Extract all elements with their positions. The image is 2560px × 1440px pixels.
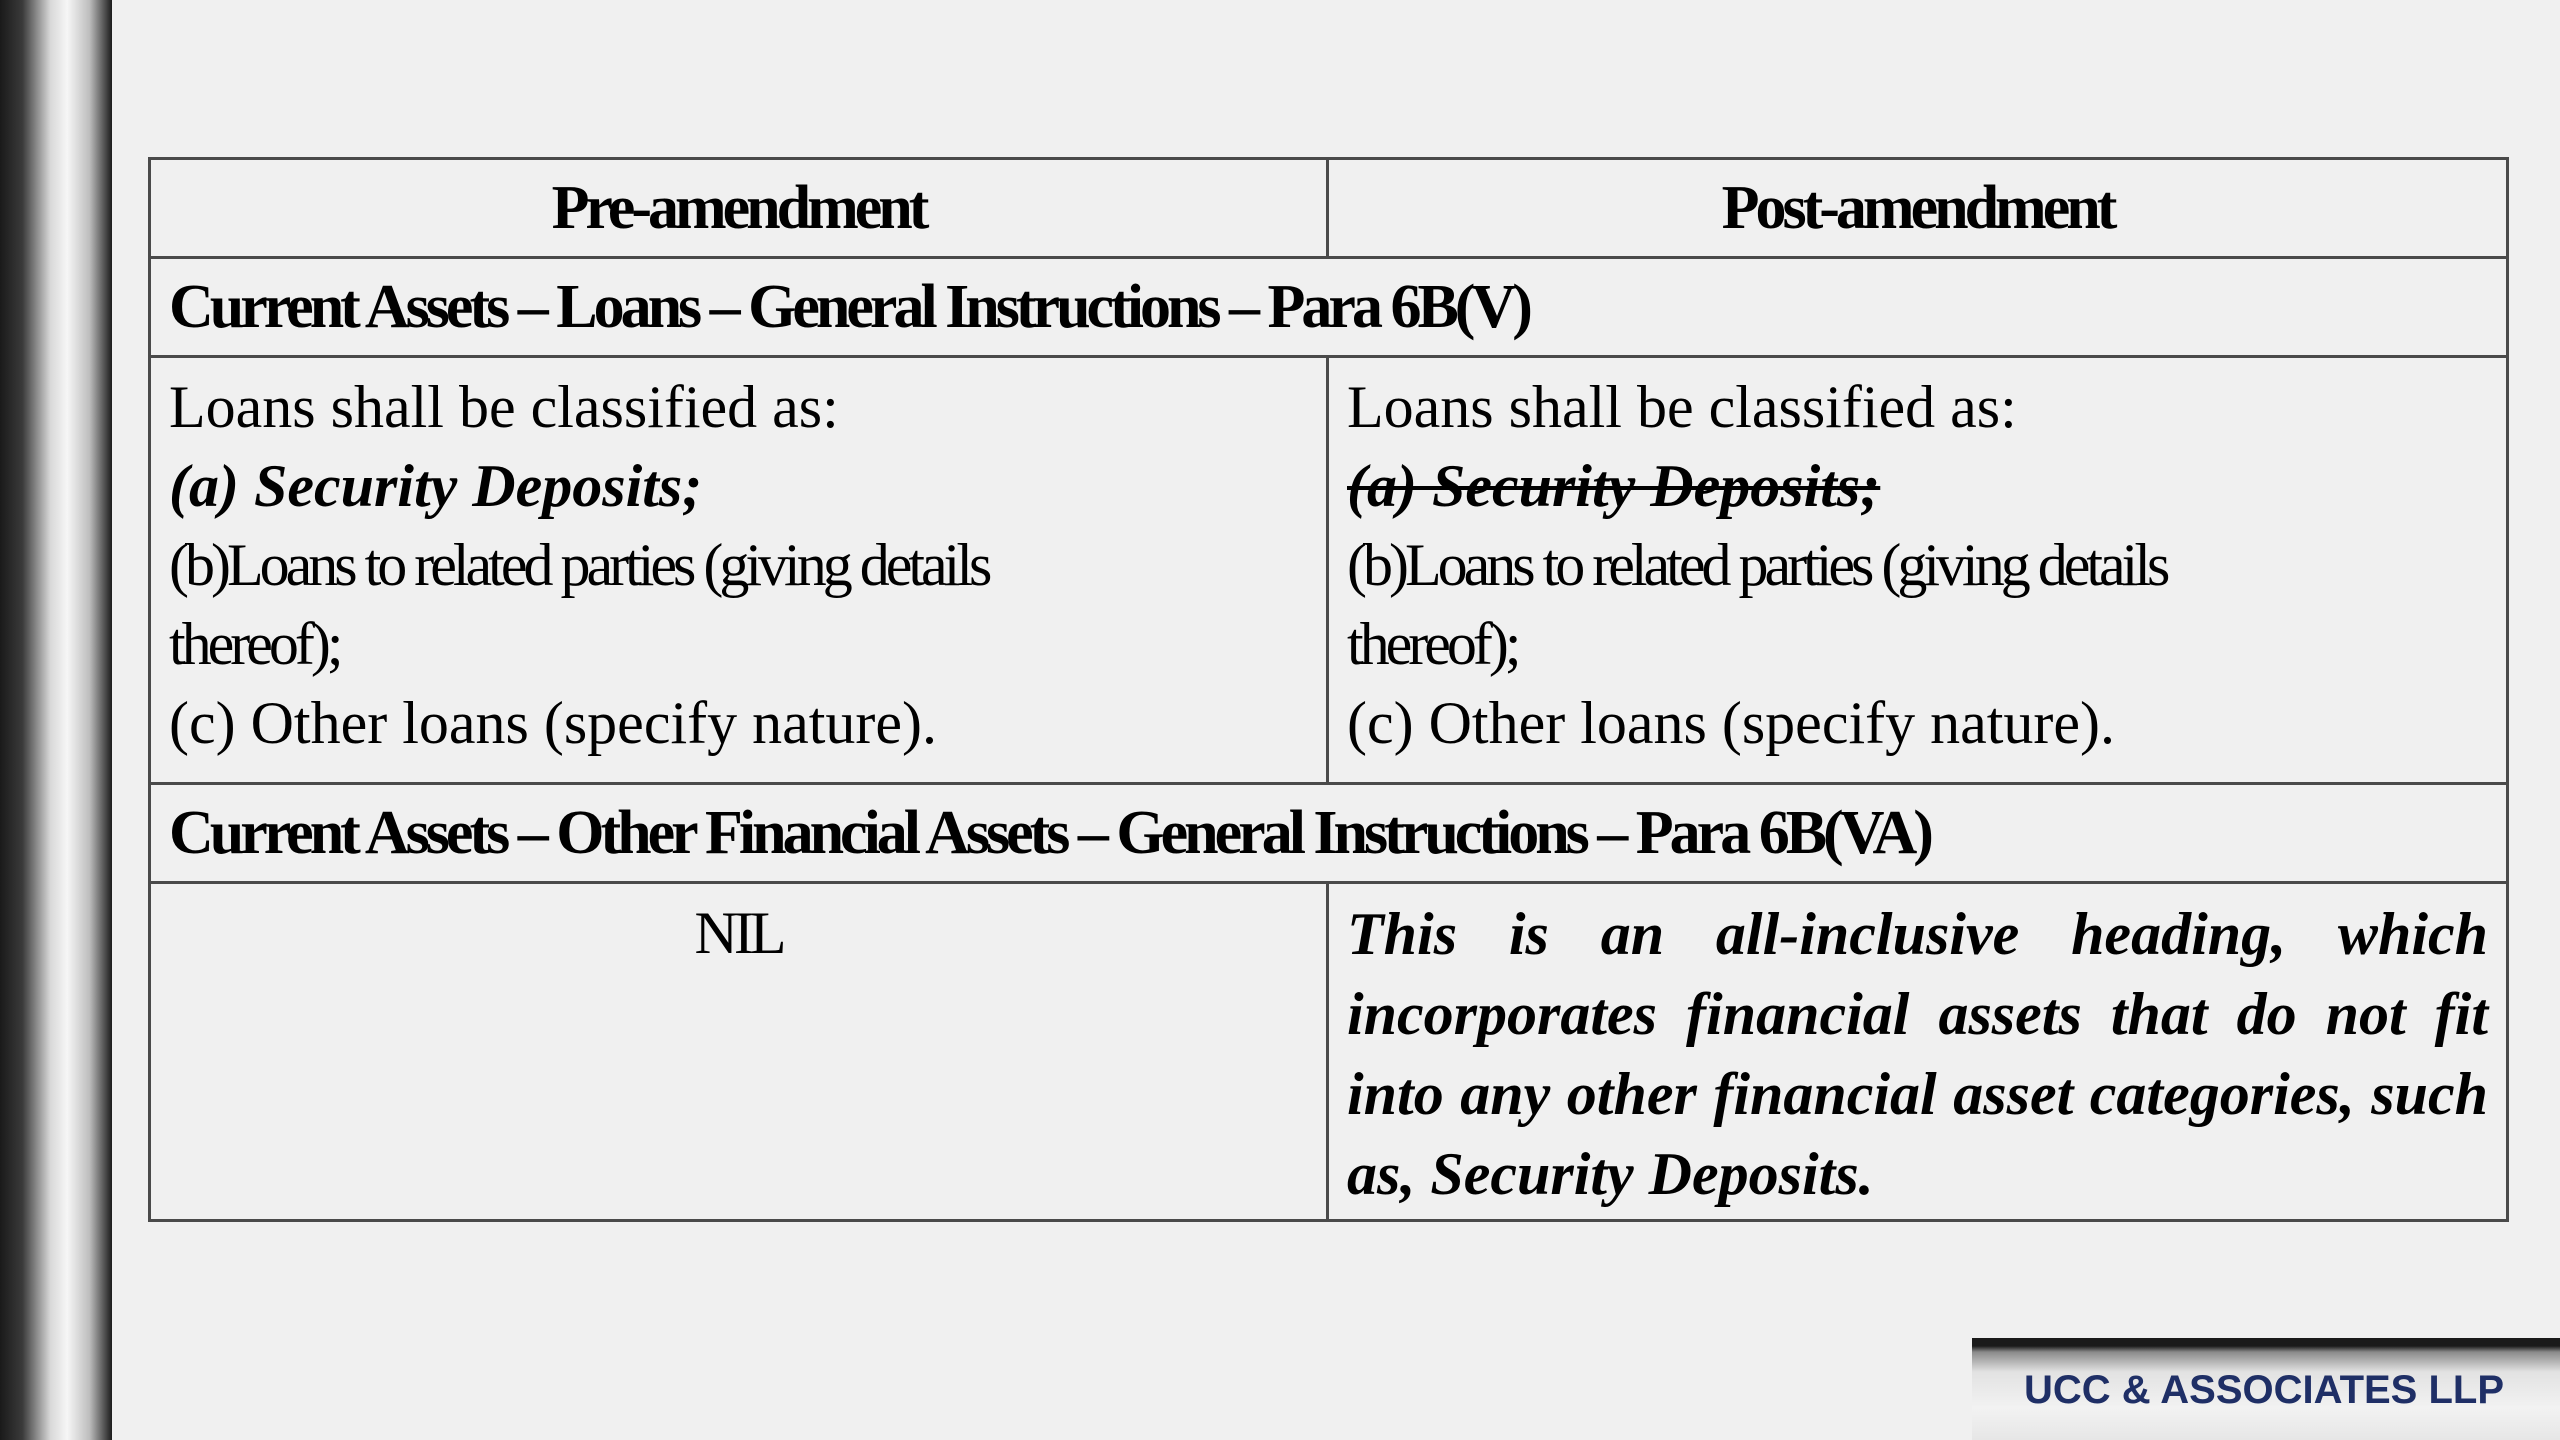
section-row-other-financial-assets bbox=[150, 784, 2508, 883]
section-row-loans bbox=[150, 258, 2508, 357]
item-b-line-1: (b)Loans to related parties (giving details bbox=[1347, 532, 2167, 598]
item-a-security-deposits-struck: (a) Security Deposits; bbox=[1347, 453, 1881, 519]
post-amendment-description-cell: This is an all-inclusive heading, which incorporates financial assets that do not fit into any other financial asset categories, such as, Security Deposits. bbox=[1328, 883, 2508, 1221]
loans-intro: Loans shall be classified as: bbox=[169, 374, 839, 440]
item-c-other-loans: (c) Other loans (specify nature). bbox=[1347, 690, 2115, 756]
post-amendment-loans-cell bbox=[1328, 357, 2508, 784]
section-title-other-financial-assets: Current Assets – Other Financial Assets – General Instructions – Para 6B(VA) bbox=[150, 784, 2508, 883]
header-pre-amendment: Pre-amendment bbox=[150, 159, 1328, 258]
amendment-comparison-table bbox=[148, 157, 2509, 1222]
pre-amendment-loans-cell bbox=[150, 357, 1328, 784]
table-row-loans-classification bbox=[150, 357, 2508, 784]
left-decorative-bar bbox=[0, 0, 112, 1440]
item-a-security-deposits: (a) Security Deposits; bbox=[169, 453, 703, 519]
item-b-line-2: thereof); bbox=[169, 611, 340, 677]
brand-name: UCC & ASSOCIATES LLP bbox=[2024, 1368, 2505, 1412]
table-row-other-financial-assets bbox=[150, 883, 2508, 1221]
loans-intro: Loans shall be classified as: bbox=[1347, 374, 2017, 440]
pre-amendment-nil-cell: NIL bbox=[150, 883, 1328, 1221]
header-post-amendment: Post-amendment bbox=[1328, 159, 2508, 258]
section-title-loans: Current Assets – Loans – General Instructions – Para 6B(V) bbox=[150, 258, 2508, 357]
item-b-line-2: thereof); bbox=[1347, 611, 1518, 677]
item-b-line-1: (b)Loans to related parties (giving details bbox=[169, 532, 989, 598]
item-c-other-loans: (c) Other loans (specify nature). bbox=[169, 690, 937, 756]
table-header-row bbox=[150, 159, 2508, 258]
